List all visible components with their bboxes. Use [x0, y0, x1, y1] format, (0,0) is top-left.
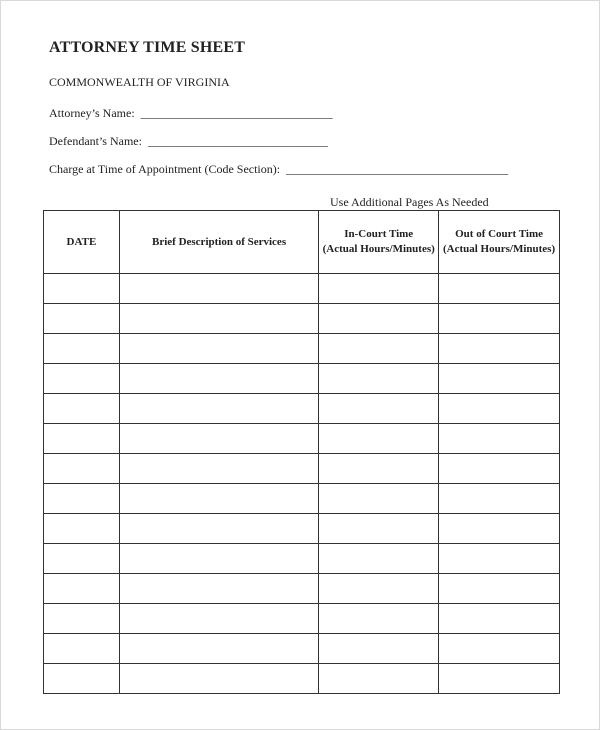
date-cell[interactable]	[44, 604, 120, 634]
page-title: ATTORNEY TIME SHEET	[49, 39, 246, 56]
in-court-cell[interactable]	[319, 544, 439, 574]
header-date: DATE	[44, 211, 120, 274]
in-court-cell[interactable]	[319, 484, 439, 514]
date-cell[interactable]	[44, 394, 120, 424]
additional-pages-note: Use Additional Pages As Needed	[330, 195, 489, 209]
description-cell[interactable]	[119, 604, 318, 634]
date-cell[interactable]	[44, 274, 120, 304]
in-court-cell[interactable]	[319, 514, 439, 544]
table-row	[44, 634, 560, 664]
table-row	[44, 304, 560, 334]
date-cell[interactable]	[44, 454, 120, 484]
out-of-court-cell[interactable]	[439, 634, 560, 664]
out-of-court-cell[interactable]	[439, 274, 560, 304]
in-court-cell[interactable]	[319, 664, 439, 694]
table-row	[44, 484, 560, 514]
defendant-name-line[interactable]: ______________________________	[147, 134, 328, 148]
date-cell[interactable]	[44, 364, 120, 394]
time-table	[43, 210, 560, 694]
description-cell[interactable]	[119, 424, 318, 454]
out-of-court-cell[interactable]	[439, 544, 560, 574]
table-row	[44, 364, 560, 394]
description-cell[interactable]	[119, 304, 318, 334]
description-cell[interactable]	[119, 454, 318, 484]
description-cell[interactable]	[119, 634, 318, 664]
date-cell[interactable]	[44, 424, 120, 454]
date-cell[interactable]	[44, 304, 120, 334]
out-of-court-cell[interactable]	[439, 304, 560, 334]
charge-field	[49, 162, 508, 177]
table-row	[44, 274, 560, 304]
header-description: Brief Description of Services	[119, 211, 318, 274]
out-of-court-cell[interactable]	[439, 514, 560, 544]
header-in-court: In-Court Time (Actual Hours/Minutes)	[319, 211, 439, 274]
in-court-cell[interactable]	[319, 424, 439, 454]
out-of-court-cell[interactable]	[439, 364, 560, 394]
table-row	[44, 664, 560, 694]
table-row	[44, 544, 560, 574]
description-cell[interactable]	[119, 514, 318, 544]
description-cell[interactable]	[119, 334, 318, 364]
description-cell[interactable]	[119, 364, 318, 394]
table-row	[44, 394, 560, 424]
defendant-name-label: Defendant’s Name:	[49, 134, 142, 148]
date-cell[interactable]	[44, 664, 120, 694]
out-of-court-cell[interactable]	[439, 484, 560, 514]
in-court-cell[interactable]	[319, 304, 439, 334]
in-court-cell[interactable]	[319, 574, 439, 604]
date-cell[interactable]	[44, 544, 120, 574]
jurisdiction: COMMONWEALTH OF VIRGINIA	[49, 75, 230, 89]
header-out-of-court: Out of Court Time (Actual Hours/Minutes)	[439, 211, 560, 274]
description-cell[interactable]	[119, 484, 318, 514]
description-cell[interactable]	[119, 274, 318, 304]
attorney-name-field	[49, 106, 333, 121]
defendant-name-field	[49, 134, 328, 149]
out-of-court-cell[interactable]	[439, 394, 560, 424]
date-cell[interactable]	[44, 484, 120, 514]
attorney-name-line[interactable]: ________________________________	[140, 106, 333, 120]
table-row	[44, 514, 560, 544]
table-row	[44, 454, 560, 484]
out-of-court-cell[interactable]	[439, 664, 560, 694]
date-cell[interactable]	[44, 634, 120, 664]
attorney-name-label: Attorney’s Name:	[49, 106, 135, 120]
out-of-court-cell[interactable]	[439, 604, 560, 634]
out-of-court-cell[interactable]	[439, 424, 560, 454]
out-of-court-cell[interactable]	[439, 454, 560, 484]
description-cell[interactable]	[119, 394, 318, 424]
in-court-cell[interactable]	[319, 394, 439, 424]
charge-line[interactable]: _____________________________________	[286, 162, 509, 176]
date-cell[interactable]	[44, 514, 120, 544]
in-court-cell[interactable]	[319, 604, 439, 634]
date-cell[interactable]	[44, 574, 120, 604]
table-row	[44, 604, 560, 634]
in-court-cell[interactable]	[319, 334, 439, 364]
in-court-cell[interactable]	[319, 364, 439, 394]
table-row	[44, 574, 560, 604]
in-court-cell[interactable]	[319, 454, 439, 484]
out-of-court-cell[interactable]	[439, 574, 560, 604]
charge-label: Charge at Time of Appointment (Code Section):	[49, 162, 281, 176]
out-of-court-cell[interactable]	[439, 334, 560, 364]
description-cell[interactable]	[119, 544, 318, 574]
in-court-cell[interactable]	[319, 634, 439, 664]
description-cell[interactable]	[119, 664, 318, 694]
table-row	[44, 424, 560, 454]
in-court-cell[interactable]	[319, 274, 439, 304]
description-cell[interactable]	[119, 574, 318, 604]
date-cell[interactable]	[44, 334, 120, 364]
table-row	[44, 334, 560, 364]
table-header-row	[44, 211, 560, 274]
